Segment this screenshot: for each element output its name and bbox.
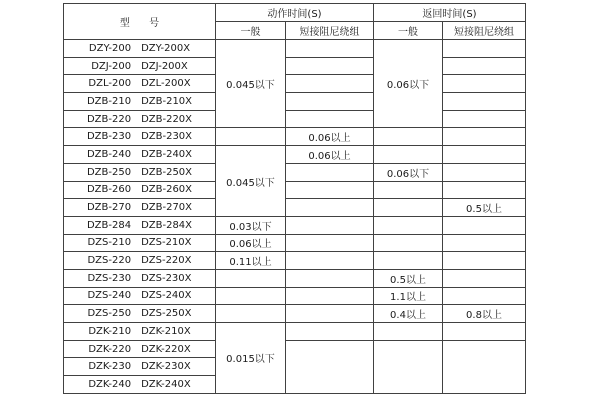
table-row	[64, 40, 526, 58]
model-name: DZK-230	[88, 361, 132, 373]
return-damping-cell	[443, 234, 526, 252]
return-general-cell: 0.06以下	[374, 163, 443, 181]
table-row	[64, 199, 526, 217]
model-name-x: DZB-284X	[141, 219, 193, 231]
table-row	[64, 252, 526, 270]
return-damping-cell	[443, 57, 526, 75]
model-name: DZS-240	[87, 290, 132, 302]
return-general-subheader: 一般	[374, 22, 443, 40]
model-name-x: DZB-210X	[141, 95, 193, 107]
model-name: DZS-230	[87, 272, 132, 284]
table-row	[64, 181, 526, 199]
model-header: 型 号	[64, 4, 216, 40]
action-general-cell: 0.06以上	[216, 234, 286, 252]
action-general-cell: 0.045以下	[216, 40, 286, 128]
action-general-cell: 0.03以下	[216, 216, 286, 234]
return-general-cell	[374, 128, 443, 146]
action-general-cell	[216, 305, 286, 323]
table-row	[64, 305, 526, 323]
model-name: DZB-270	[86, 202, 132, 214]
return-general-cell: 0.5以上	[374, 269, 443, 287]
model-name: DZK-210	[88, 325, 132, 337]
table-row	[64, 287, 526, 305]
table-row	[64, 269, 526, 287]
model-name: DZB-260	[86, 184, 132, 196]
return-general-cell	[374, 252, 443, 270]
model-name: DZB-230	[86, 131, 132, 143]
action-damping-cell	[286, 199, 374, 217]
action-damping-cell	[286, 75, 374, 93]
action-damping-cell	[286, 110, 374, 128]
model-name: DZK-220	[88, 343, 132, 355]
model-cell	[64, 234, 216, 252]
table-row	[64, 323, 526, 341]
model-name: DZS-250	[87, 308, 132, 320]
return-damping-cell	[443, 93, 526, 111]
return-damping-cell	[443, 287, 526, 305]
return-general-cell: 0.06以下	[374, 40, 443, 128]
action-damping-cell	[286, 252, 374, 270]
action-damping-cell	[286, 163, 374, 181]
model-name: DZB-240	[86, 148, 132, 160]
action-damping-cell	[286, 269, 374, 287]
return-damping-cell	[443, 323, 526, 341]
table-row	[64, 234, 526, 252]
model-name: DZB-210	[86, 95, 132, 107]
model-cell	[64, 340, 216, 358]
table-row	[64, 75, 526, 93]
model-cell	[64, 75, 216, 93]
model-name: DZB-284	[86, 219, 132, 231]
return-damping-cell: 0.8以上	[443, 305, 526, 323]
model-name-x: DZK-240X	[141, 378, 191, 390]
header-row-1	[64, 4, 526, 22]
return-general-cell	[374, 181, 443, 199]
model-name-x: DZS-250X	[141, 308, 192, 320]
action-damping-cell	[286, 340, 374, 393]
model-name-x: DZB-220X	[141, 113, 193, 125]
action-damping-cell	[286, 234, 374, 252]
model-cell	[64, 57, 216, 75]
model-cell	[64, 252, 216, 270]
model-cell	[64, 358, 216, 376]
model-name-x: DZB-260X	[141, 184, 193, 196]
action-general-subheader: 一般	[216, 22, 286, 40]
action-general-cell: 0.045以下	[216, 146, 286, 217]
spec-table	[63, 3, 526, 394]
action-damping-cell: 0.06以上	[286, 128, 374, 146]
model-name-x: DZB-270X	[141, 202, 193, 214]
return-damping-cell	[443, 252, 526, 270]
return-general-cell	[374, 234, 443, 252]
return-damping-cell	[443, 181, 526, 199]
action-damping-cell	[286, 287, 374, 305]
model-name-x: DZS-230X	[141, 272, 192, 284]
model-cell	[64, 40, 216, 58]
model-cell	[64, 93, 216, 111]
model-cell	[64, 110, 216, 128]
table-row	[64, 128, 526, 146]
action-time-header: 动作时间(S)	[216, 4, 374, 22]
model-name: DZB-220	[86, 113, 132, 125]
model-name: DZK-240	[88, 378, 132, 390]
model-cell	[64, 163, 216, 181]
action-damping-cell	[286, 181, 374, 199]
model-name-x: DZS-220X	[141, 255, 192, 267]
model-cell	[64, 287, 216, 305]
model-name-x: DZB-240X	[141, 148, 193, 160]
action-general-cell	[216, 287, 286, 305]
return-damping-cell	[443, 269, 526, 287]
model-name: DZL-200	[88, 78, 132, 90]
return-time-header: 返回时间(S)	[374, 4, 526, 22]
action-damping-cell	[286, 216, 374, 234]
model-name-x: DZK-230X	[141, 361, 191, 373]
action-damping-cell	[286, 305, 374, 323]
model-name: DZS-220	[87, 255, 132, 267]
return-damping-cell	[443, 340, 526, 393]
model-name: DZS-210	[87, 237, 132, 249]
action-damping-subheader: 短接阻尼绕组	[286, 22, 374, 40]
return-damping-cell	[443, 163, 526, 181]
action-damping-cell	[286, 57, 374, 75]
action-damping-cell: 0.06以上	[286, 146, 374, 164]
model-cell	[64, 216, 216, 234]
table-row	[64, 163, 526, 181]
action-damping-cell	[286, 40, 374, 58]
return-damping-cell	[443, 216, 526, 234]
model-cell	[64, 376, 216, 394]
model-name-x: DZJ-200X	[141, 60, 188, 72]
return-general-cell	[374, 199, 443, 217]
model-cell	[64, 269, 216, 287]
return-general-cell: 1.1以上	[374, 287, 443, 305]
return-damping-cell	[443, 40, 526, 58]
model-cell	[64, 323, 216, 341]
model-name-x: DZL-200X	[141, 78, 191, 90]
model-name-x: DZS-210X	[141, 237, 192, 249]
model-name: DZY-200	[88, 42, 132, 54]
return-damping-subheader: 短接阻尼绕组	[443, 22, 526, 40]
model-cell	[64, 146, 216, 164]
model-name: DZB-250	[86, 166, 132, 178]
return-general-cell	[374, 323, 443, 341]
action-general-cell: 0.015以下	[216, 323, 286, 394]
table-row	[64, 216, 526, 234]
model-name: DZJ-200	[91, 60, 132, 72]
return-damping-cell	[443, 75, 526, 93]
table-row	[64, 340, 526, 358]
return-general-cell	[374, 216, 443, 234]
action-general-cell	[216, 269, 286, 287]
return-general-cell: 0.4以上	[374, 305, 443, 323]
return-general-cell	[374, 146, 443, 164]
model-name-x: DZB-250X	[141, 166, 193, 178]
action-general-cell: 0.11以上	[216, 252, 286, 270]
model-name-x: DZY-200X	[141, 42, 191, 54]
return-damping-cell: 0.5以上	[443, 199, 526, 217]
model-name-x: DZK-220X	[141, 343, 191, 355]
model-name-x: DZK-210X	[141, 325, 191, 337]
table-row	[64, 146, 526, 164]
model-name-x: DZS-240X	[141, 290, 192, 302]
model-cell	[64, 181, 216, 199]
return-damping-cell	[443, 128, 526, 146]
action-damping-cell	[286, 323, 374, 341]
model-cell	[64, 305, 216, 323]
return-damping-cell	[443, 146, 526, 164]
action-damping-cell	[286, 93, 374, 111]
return-general-cell	[374, 340, 443, 393]
model-cell	[64, 199, 216, 217]
model-cell	[64, 128, 216, 146]
model-name-x: DZB-230X	[141, 131, 193, 143]
return-damping-cell	[443, 110, 526, 128]
action-general-cell	[216, 128, 286, 146]
table-row	[64, 57, 526, 75]
table-row	[64, 93, 526, 111]
table-row	[64, 110, 526, 128]
